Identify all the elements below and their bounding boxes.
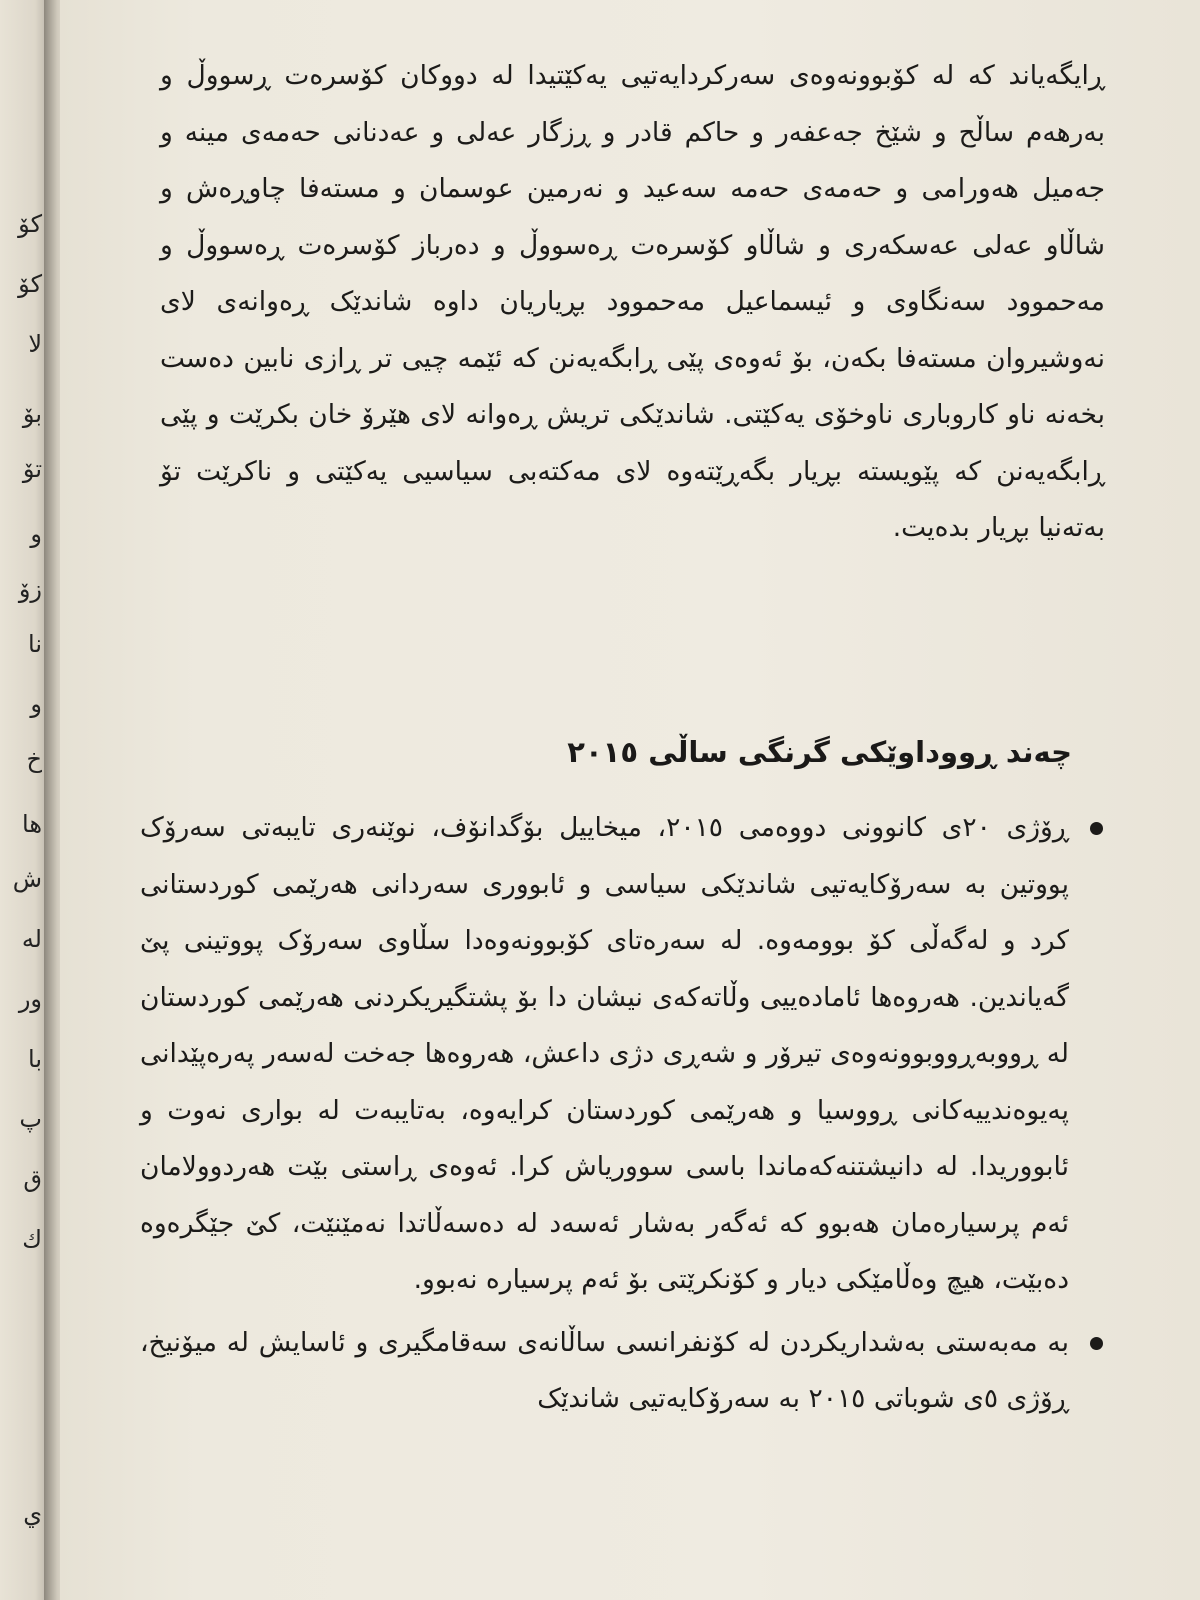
left-page-fragment: و <box>30 520 42 548</box>
list-item-text: بە مەبەستی بەشداریکردن لە کۆنفرانسی ساڵانەی سەقامگیری و ئاسایش لە میۆنیخ، ڕۆژی ٥ی شوباتی ٢٠١٥ بە سەرۆکایەتیی شاندێک <box>140 1326 1069 1414</box>
list-item <box>140 800 1105 1309</box>
left-page-fragment: و <box>30 690 42 718</box>
left-page-fragment: ي <box>23 1500 42 1528</box>
left-page-fragment: ك <box>22 1225 42 1253</box>
section-heading: چەند ڕووداوێکی گرنگی ساڵی ٢٠١٥ <box>567 735 1072 769</box>
left-page-fragment: خ <box>26 745 42 773</box>
event-list <box>140 800 1105 1434</box>
left-page-fragment: بۆ <box>22 400 42 428</box>
left-page-edge <box>0 0 50 1600</box>
left-page-fragment: ق <box>23 1165 42 1193</box>
bullet-icon <box>1090 1337 1103 1350</box>
left-page-fragment: ش <box>12 865 42 893</box>
left-page-fragment: لە <box>21 925 42 953</box>
left-page-fragment: زۆ <box>18 575 42 603</box>
left-page-fragment: لا <box>28 330 42 358</box>
left-page-fragment: ها <box>22 810 42 838</box>
body-paragraph: ڕایگەیاند کە لە کۆبوونەوەی سەرکردایەتیی یەکێتیدا لە دووکان کۆسرەت ڕسووڵ و بەرهەم ساڵح و شێخ جەعفەر و حاکم قادر و ڕزگار عەلی و عەدنانی حەمەی مینە و جەمیل هەورامی و حەمەی حەمە سەعید و نەرمین عوسمان و مستەفا چاوڕەش و شاڵاو عەلی عەسکەری و شاڵاو کۆسرەت ڕەسووڵ و دەرباز کۆسرەت ڕەسووڵ و مەحموود سەنگاوی و ئیسماعیل مەحموود بڕیاریان داوە شاندێک ڕەوانەی لای نەوشیروان مستەفا بکەن، بۆ ئەوەی پێی ڕابگەیەنن کە ئێمە چیی تر ڕازی نابین دەست بخەنە ناو کاروباری ناوخۆی یەکێتی. شاندێکی تریش ڕەوانە لای هێرۆ خان بکرێت و پێی ڕابگەیەنن کە پێویستە بڕیار بگەڕێتەوە لای مەکتەبی سیاسیی یەکێتی و ناکرێت تۆ بەتەنیا بڕیار بدەیت. <box>160 60 1105 543</box>
left-page-fragment: كۆ <box>18 270 42 298</box>
left-page-fragment: پ <box>19 1105 42 1133</box>
left-page-fragment: كۆ <box>18 210 42 238</box>
right-page <box>60 0 1200 1600</box>
left-page-fragment: با <box>28 1045 42 1073</box>
list-item-text: ڕۆژی ٢٠ی کانوونی دووەمی ٢٠١٥، میخاییل بۆگدانۆف، نوێنەری تایبەتی سەرۆک پووتین بە سەرۆکایەتیی شاندێکی سیاسی و ئابووری سەردانی هەرێمی کوردستانی کرد و لەگەڵی کۆ بوومەوە. لە سەرەتای کۆبوونەوەدا سڵاوی سەرۆک پووتینی پێ گەیاندین. هەروەها ئامادەییی وڵاتەکەی نیشان دا بۆ پشتگیریکردنی هەرێمی کوردستان لە ڕووبەڕووبوونەوەی تیرۆر و شەڕی دژی داعش، هەروەها جەخت لەسەر پەرەپێدانی پەیوەندییەکانی ڕووسیا و هەرێمی کوردستان کرایەوە، بەتایبەت لە بواری نەوت و ئابووریدا. لە دانیشتنەکەماندا باسی سووریاش کرا. ئەوەی ڕاستی بێت هەردوولامان ئەم پرسیارەمان هەبوو کە ئەگەر بەشار ئەسەد لە دەسەڵاتدا نەمێنێت، کێ جێگرەوە دەبێت، هیچ وەڵامێکی دیار و کۆنکرێتی بۆ ئەم پرسیارە نەبوو. <box>140 812 1069 1295</box>
left-page-fragment: ور <box>18 985 42 1013</box>
bullet-icon <box>1090 822 1103 835</box>
list-item <box>140 1315 1105 1428</box>
left-page-fragment: تۆ <box>22 455 42 483</box>
left-page-fragment: نا <box>28 630 42 658</box>
